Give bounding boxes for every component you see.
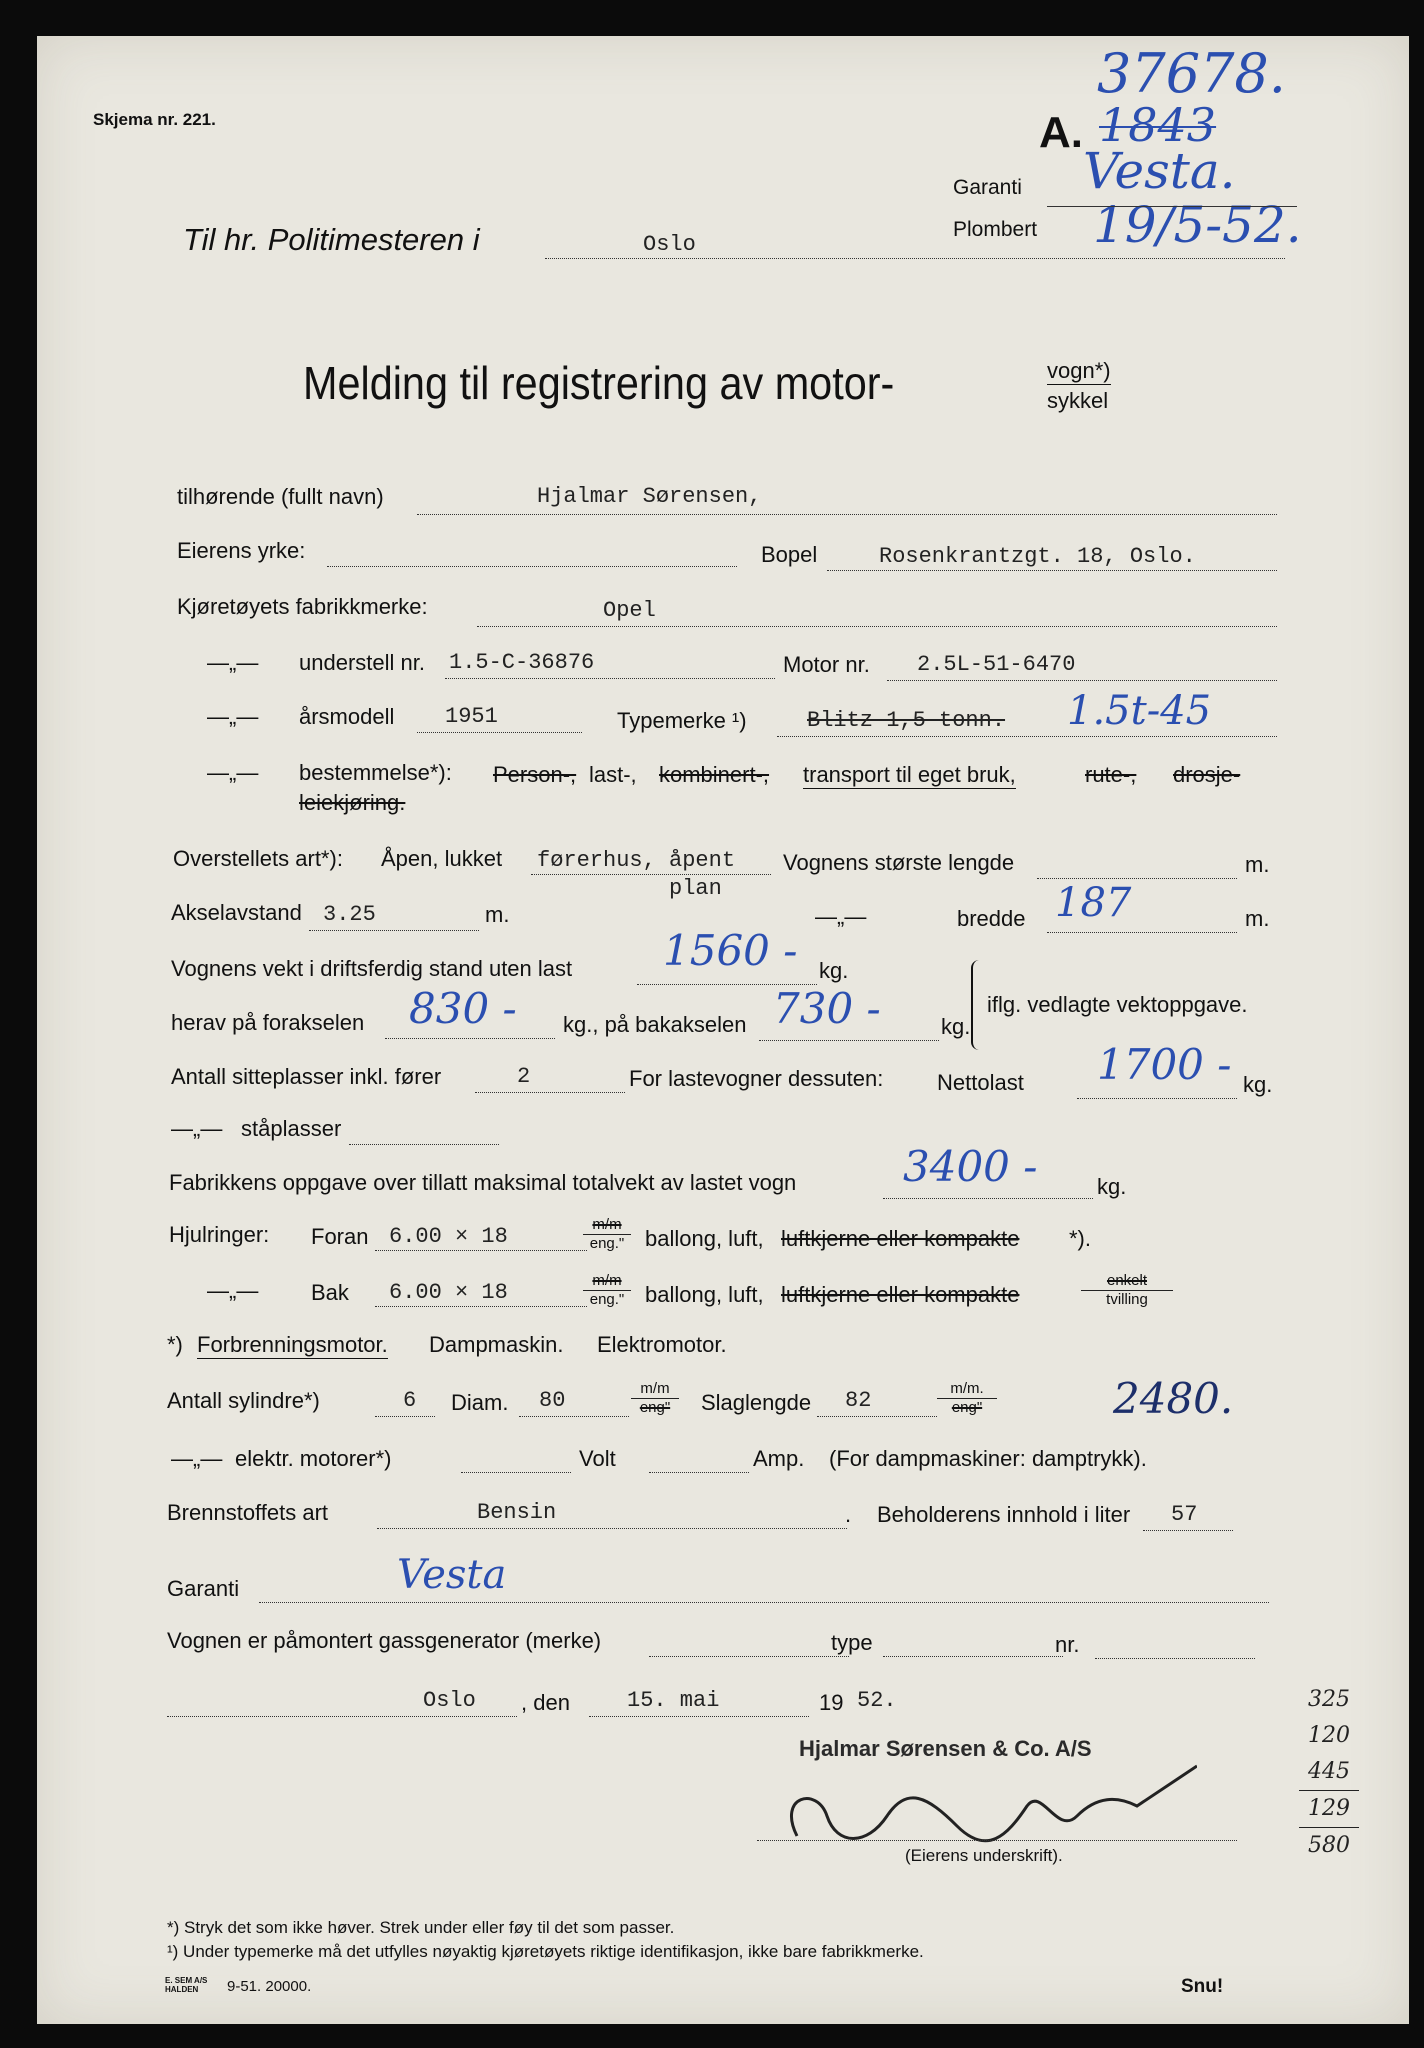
year-ditto: —„— <box>207 704 259 729</box>
front-axle-label: herav på forakselen <box>171 1010 365 1035</box>
sign-place-line <box>167 1716 517 1717</box>
tires-front-type-struck: luftkjerne eller kompakte <box>781 1226 1020 1251</box>
wheelbase-unit: m. <box>485 902 510 927</box>
stamp-letter: A. <box>1039 108 1083 157</box>
tires-front-line <box>375 1250 587 1251</box>
motor-label: Motor nr. <box>783 652 870 677</box>
tires-front-type: ballong, luft, <box>645 1226 764 1251</box>
chassis-value: 1.5-C-36876 <box>449 650 595 675</box>
tires-rear-value: 6.00 × 18 <box>389 1280 508 1305</box>
purpose-transport: transport til eget bruk, <box>803 762 1016 787</box>
registration-form-paper <box>37 36 1409 2024</box>
plombert-stamp-label: Plombert <box>953 218 1038 241</box>
handwritten-archive-number: 37678. <box>1097 42 1286 105</box>
margin-calculation <box>1299 1682 1359 1864</box>
owner-signature-label: (Eierens underskrift). <box>905 1846 1063 1865</box>
title-sykkel: sykkel <box>1047 388 1109 413</box>
type-value-handwritten: 1.5t-45 <box>1067 688 1212 734</box>
tires-label: Hjulringer: <box>169 1222 270 1247</box>
engine-type-electric: Elektromotor. <box>597 1332 727 1357</box>
cylinders-line <box>375 1416 435 1417</box>
purpose-kombinert: kombinert-, <box>659 762 770 787</box>
tires-rear-label: Bak <box>311 1280 349 1305</box>
type-label: Typemerke ¹) <box>617 708 747 733</box>
type-line <box>777 736 1277 737</box>
motor-line <box>887 680 1277 681</box>
footnote-2: ¹) Under typemerke må det utfylles nøyaktig kjøretøyets riktige identifikasjon, ikke bare fabrikkmerke. <box>167 1942 924 1961</box>
maxweight-value: 3400 - <box>903 1142 1038 1191</box>
body-value-2: plan <box>669 876 722 901</box>
weight-label: Vognens vekt i driftsferdig stand uten last <box>171 956 573 981</box>
garanti-stamp-label: Garanti <box>953 176 1022 199</box>
stroke-value: 82 <box>845 1388 872 1413</box>
calc-line: 129 <box>1299 1791 1359 1828</box>
diameter-unit <box>631 1380 679 1417</box>
calc-line: 445 <box>1299 1754 1359 1791</box>
tires-rear-line <box>375 1306 587 1307</box>
footnote-1: *) Stryk det som ikke høver. Strek under eller føy til det som passer. <box>167 1918 675 1937</box>
volt-label: Volt <box>579 1446 616 1471</box>
unit-eng: eng" <box>951 1399 983 1416</box>
occupation-label: Eierens yrke: <box>177 538 306 563</box>
gas-type-line <box>883 1656 1063 1657</box>
cylinders-value: 6 <box>403 1388 417 1413</box>
residence-line <box>827 570 1277 571</box>
residence-label: Bopel <box>761 542 818 567</box>
year-line <box>417 732 582 733</box>
unit-top: m/m <box>583 1272 631 1291</box>
width-unit: m. <box>1245 906 1270 931</box>
fuel-line <box>377 1528 847 1529</box>
unit-bottom: eng." <box>589 1235 625 1252</box>
sign-year-prefix: 19 <box>819 1690 844 1715</box>
net-load-unit: kg. <box>1243 1072 1273 1097</box>
stamp-line <box>1047 206 1297 207</box>
unit-bottom: eng." <box>589 1291 625 1308</box>
weight-unit: kg. <box>819 958 849 983</box>
calc-line: 120 <box>1308 1723 1350 1748</box>
sign-year-suffix: 52. <box>857 1688 897 1713</box>
cylinders-label: Antall sylindre*) <box>167 1388 320 1413</box>
fuel-end-dot: . <box>845 1502 852 1527</box>
motor-value: 2.5L-51-6470 <box>917 652 1076 677</box>
tires-front-value: 6.00 × 18 <box>389 1224 508 1249</box>
wheelbase-line <box>309 930 479 931</box>
weight-note: iflg. vedlagte vektoppgave. <box>987 992 1248 1017</box>
volt-line <box>649 1472 749 1473</box>
unit-mm: m/m <box>631 1380 679 1399</box>
year-value: 1951 <box>445 704 498 729</box>
addressee-city: Oslo <box>643 232 696 257</box>
form-title: Melding til registrering av motor- <box>303 357 895 409</box>
engine-volume-handwritten: 2480. <box>1113 1374 1234 1423</box>
engine-garanti-value: Vesta <box>397 1552 507 1598</box>
type-value-struck: Blitz 1,5 tonn. <box>807 708 1006 733</box>
width-ditto: —„— <box>815 904 867 929</box>
front-axle-value: 830 - <box>409 984 517 1033</box>
maxweight-line <box>883 1198 1093 1199</box>
purpose-last: last-, <box>589 762 637 787</box>
rear-axle-line <box>759 1040 939 1041</box>
wheelbase-value: 3.25 <box>323 902 376 927</box>
length-unit: m. <box>1245 852 1270 877</box>
width-line <box>1047 932 1237 933</box>
electric-ditto: —„— <box>171 1446 223 1471</box>
electric-motors-line <box>461 1472 571 1473</box>
purpose-rute: rute-, <box>1085 762 1137 787</box>
year-label: årsmodell <box>299 704 395 729</box>
net-load-value: 1700 - <box>1097 1040 1232 1089</box>
sign-date-line <box>589 1716 809 1717</box>
body-value: førerhus, åpent <box>537 848 736 873</box>
standing-line <box>349 1144 499 1145</box>
chassis-ditto: —„— <box>207 650 259 675</box>
seats-value: 2 <box>517 1064 531 1089</box>
printer-mark: E. SEM A/S HALDEN <box>165 1976 208 1994</box>
fuel-value: Bensin <box>477 1500 557 1525</box>
stamp-number-struck: 1843 <box>1099 98 1217 152</box>
lorry-label: For lastevogner dessuten: <box>629 1066 884 1091</box>
calc-line: 580 <box>1308 1833 1350 1858</box>
width-label: bredde <box>957 906 1026 931</box>
form-number: Skjema nr. 221. <box>93 110 216 129</box>
rear-axle-label: kg., på bakakselen <box>563 1012 747 1037</box>
length-line <box>1037 878 1237 879</box>
body-options: Åpen, lukket <box>381 846 503 871</box>
tank-line <box>1143 1530 1233 1531</box>
gas-generator-line <box>649 1656 849 1657</box>
electric-motors-label: elektr. motorer*) <box>235 1446 392 1471</box>
tvilling-label: tvilling <box>1106 1291 1148 1308</box>
gas-type-label: type <box>831 1630 873 1655</box>
tank-label: Beholderens innhold i liter <box>877 1502 1131 1527</box>
fuel-label: Brennstoffets art <box>167 1500 329 1525</box>
make-label: Kjøretøyets fabrikkmerke: <box>177 594 428 619</box>
tires-rear-mount <box>1081 1272 1173 1309</box>
standing-label: ståplasser <box>241 1116 342 1141</box>
maxweight-unit: kg. <box>1097 1174 1127 1199</box>
company-stamp: Hjalmar Sørensen & Co. A/S <box>799 1736 1092 1761</box>
wheelbase-label: Akselavstand <box>171 900 302 925</box>
body-line <box>531 874 771 875</box>
unit-mm: m/m. <box>937 1380 997 1399</box>
rear-axle-unit: kg. <box>941 1014 971 1039</box>
stroke-unit <box>937 1380 997 1417</box>
garanti-stamp-value: Vesta. <box>1083 142 1236 200</box>
bracket <box>971 960 983 1050</box>
tires-rear-unit <box>583 1272 631 1309</box>
diameter-line <box>519 1416 629 1417</box>
tires-front-label: Foran <box>311 1224 369 1249</box>
sign-date: 15. mai <box>627 1688 720 1713</box>
print-code: 9-51. 20000. <box>227 1978 312 1995</box>
addressee-label: Til hr. Politimesteren i <box>183 222 480 257</box>
title-vogn: vogn*) <box>1047 358 1111 383</box>
tires-rear-ditto: —„— <box>207 1278 259 1303</box>
gas-generator-label: Vognen er påmontert gassgenerator (merke) <box>167 1628 602 1653</box>
net-load-line <box>1077 1098 1237 1099</box>
diameter-value: 80 <box>539 1388 566 1413</box>
maxweight-label: Fabrikkens oppgave over tillatt maksimal totalvekt av lastet vogn <box>169 1170 797 1195</box>
addressee-line <box>545 258 1285 259</box>
engine-types-note: *) <box>167 1332 183 1357</box>
steam-note: (For dampmaskiner: damptrykk). <box>829 1446 1147 1471</box>
engine-garanti-label: Garanti <box>167 1576 240 1601</box>
gas-nr-label: nr. <box>1055 1632 1080 1657</box>
unit-eng: eng" <box>639 1399 671 1416</box>
owner-name-label: tilhørende (fullt navn) <box>177 484 384 509</box>
tank-value: 57 <box>1171 1502 1198 1527</box>
stroke-line <box>817 1416 937 1417</box>
purpose-ditto: —„— <box>207 760 259 785</box>
owner-name-value: Hjalmar Sørensen, <box>537 484 762 509</box>
tires-rear-type: ballong, luft, <box>645 1282 764 1307</box>
purpose-drosje: drosje- <box>1173 762 1241 787</box>
unit-top: m/m <box>583 1216 631 1235</box>
chassis-line <box>445 678 775 679</box>
rear-axle-value: 730 - <box>773 984 881 1033</box>
weight-value: 1560 - <box>663 926 798 975</box>
tires-front-unit <box>583 1216 631 1253</box>
stroke-label: Slaglengde <box>701 1390 812 1415</box>
enkelt-label: enkelt <box>1081 1272 1173 1291</box>
purpose-label: bestemmelse*): <box>299 760 452 785</box>
net-load-label: Nettolast <box>937 1070 1024 1095</box>
tires-front-end: *). <box>1069 1226 1091 1251</box>
turn-over-note: Snu! <box>1181 1976 1224 1997</box>
front-axle-line <box>385 1038 555 1039</box>
amp-label: Amp. <box>753 1446 805 1471</box>
standing-ditto: —„— <box>171 1116 223 1141</box>
width-value: 187 <box>1055 880 1132 926</box>
occupation-line <box>327 566 737 567</box>
gas-nr-line <box>1095 1658 1255 1659</box>
engine-garanti-line <box>259 1602 1269 1603</box>
make-line <box>477 626 1277 627</box>
owner-name-line <box>417 514 1277 515</box>
engine-type-steam: Dampmaskin. <box>429 1332 564 1357</box>
residence-value: Rosenkrantzgt. 18, Oslo. <box>879 544 1196 569</box>
purpose-leiekjoring: leiekjøring. <box>299 790 406 815</box>
chassis-label: understell nr. <box>299 650 425 675</box>
sign-den: , den <box>521 1690 570 1715</box>
purpose-person: Person-, <box>493 762 577 787</box>
signature-line <box>757 1840 1237 1841</box>
seats-line <box>475 1092 625 1093</box>
make-value: Opel <box>603 598 656 623</box>
plombert-stamp-value: 19/5-52. <box>1093 196 1302 254</box>
diameter-label: Diam. <box>451 1390 509 1415</box>
calc-line: 325 <box>1308 1687 1350 1712</box>
engine-type-fuel: Forbrenningsmotor. <box>197 1332 388 1357</box>
body-label: Overstellets art*): <box>173 846 343 871</box>
length-label: Vognens største lengde <box>783 850 1015 875</box>
seats-label: Antall sitteplasser inkl. fører <box>171 1064 442 1089</box>
sign-place: Oslo <box>423 1688 476 1713</box>
tires-rear-type-struck: luftkjerne eller kompakte <box>781 1282 1020 1307</box>
